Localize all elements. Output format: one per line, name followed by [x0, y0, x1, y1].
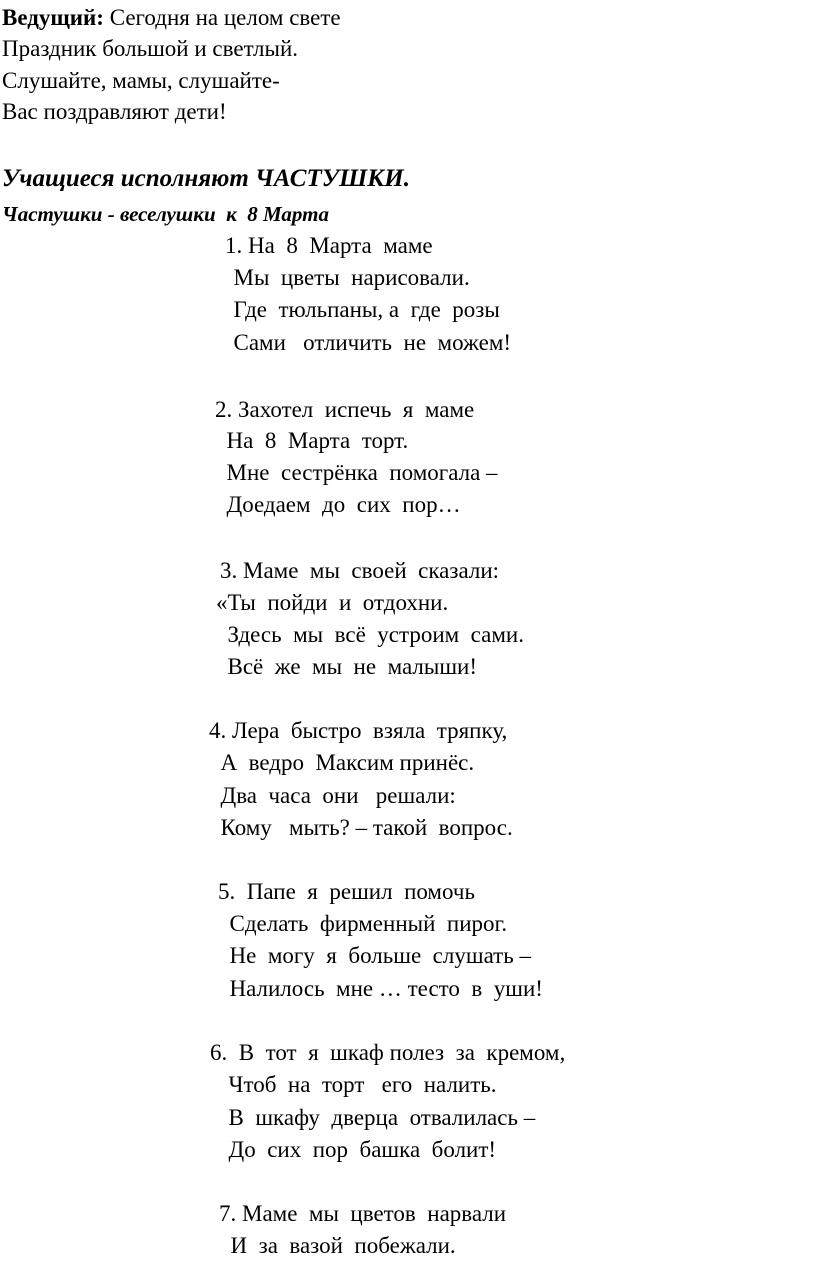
- verse-3-line-3: Здесь мы всё устроим сами.: [216, 622, 524, 647]
- verse-1-line-4: Сами отличить не можем!: [222, 330, 512, 355]
- verse-4-line-1: 4. Лера быстро взяла тряпку,: [209, 718, 508, 743]
- intro-line-3: Слушайте, мамы, слушайте-: [2, 68, 280, 93]
- intro-line-1: [2, 4, 341, 32]
- intro-line-2: Праздник большой и светлый.: [2, 36, 299, 61]
- verse-4-line-3: Два часа они решали:: [209, 783, 456, 808]
- verse-5-line-4: Налилось мне … тесто в уши!: [218, 976, 543, 1001]
- verse-5-line-3: Не могу я больше слушать –: [218, 943, 531, 968]
- performance-heading: Учащиеся исполняют ЧАСТУШКИ.: [2, 165, 410, 192]
- verse-2-line-2: На 8 Марта торт.: [215, 428, 409, 453]
- verse-2-line-1: 2. Захотел испечь я маме: [215, 397, 475, 422]
- verse-6-line-1: 6. В тот я шкаф полез за кремом,: [210, 1040, 566, 1065]
- verse-5-line-1: 5. Папе я решил помочь: [218, 879, 475, 904]
- verse-3-line-2: «Ты пойди и отдохни.: [216, 590, 449, 615]
- verse-6-line-3: В шкафу дверца отвалилась –: [217, 1105, 536, 1130]
- intro-line-1-text: Сегодня на целом свете: [103, 5, 341, 30]
- verse-5-line-2: Сделать фирменный пирог.: [218, 911, 508, 936]
- verse-1-line-2: Мы цветы нарисовали.: [222, 265, 470, 290]
- verse-1-line-3: Где тюльпаны, а где розы: [222, 297, 500, 322]
- verse-1-line-1: 1. На 8 Марта маме: [225, 233, 433, 258]
- verse-2-line-4: Доедаем до сих пор…: [215, 492, 461, 517]
- verse-4-line-4: Кому мыть? – такой вопрос.: [209, 815, 513, 840]
- intro-line-4: Вас поздравляют дети!: [2, 99, 227, 124]
- verse-6-line-4: До сих пор башка болит!: [217, 1137, 497, 1162]
- speaker-label: Ведущий:: [2, 5, 104, 30]
- verse-2-line-3: Мне сестрёнка помогала –: [215, 460, 498, 485]
- verse-3-line-4: Всё же мы не малыши!: [216, 654, 477, 679]
- verse-7-line-1: 7. Маме мы цветов нарвали: [219, 1201, 507, 1226]
- verse-7-line-2: И за вазой побежали.: [219, 1233, 456, 1258]
- verse-6-line-2: Чтоб на торт его налить.: [217, 1072, 497, 1097]
- chastushki-subheading: Частушки - веселушки к 8 Марта: [2, 202, 329, 226]
- verse-3-line-1: 3. Маме мы своей сказали:: [220, 558, 500, 583]
- verse-4-line-2: А ведро Максим принёс.: [209, 750, 475, 775]
